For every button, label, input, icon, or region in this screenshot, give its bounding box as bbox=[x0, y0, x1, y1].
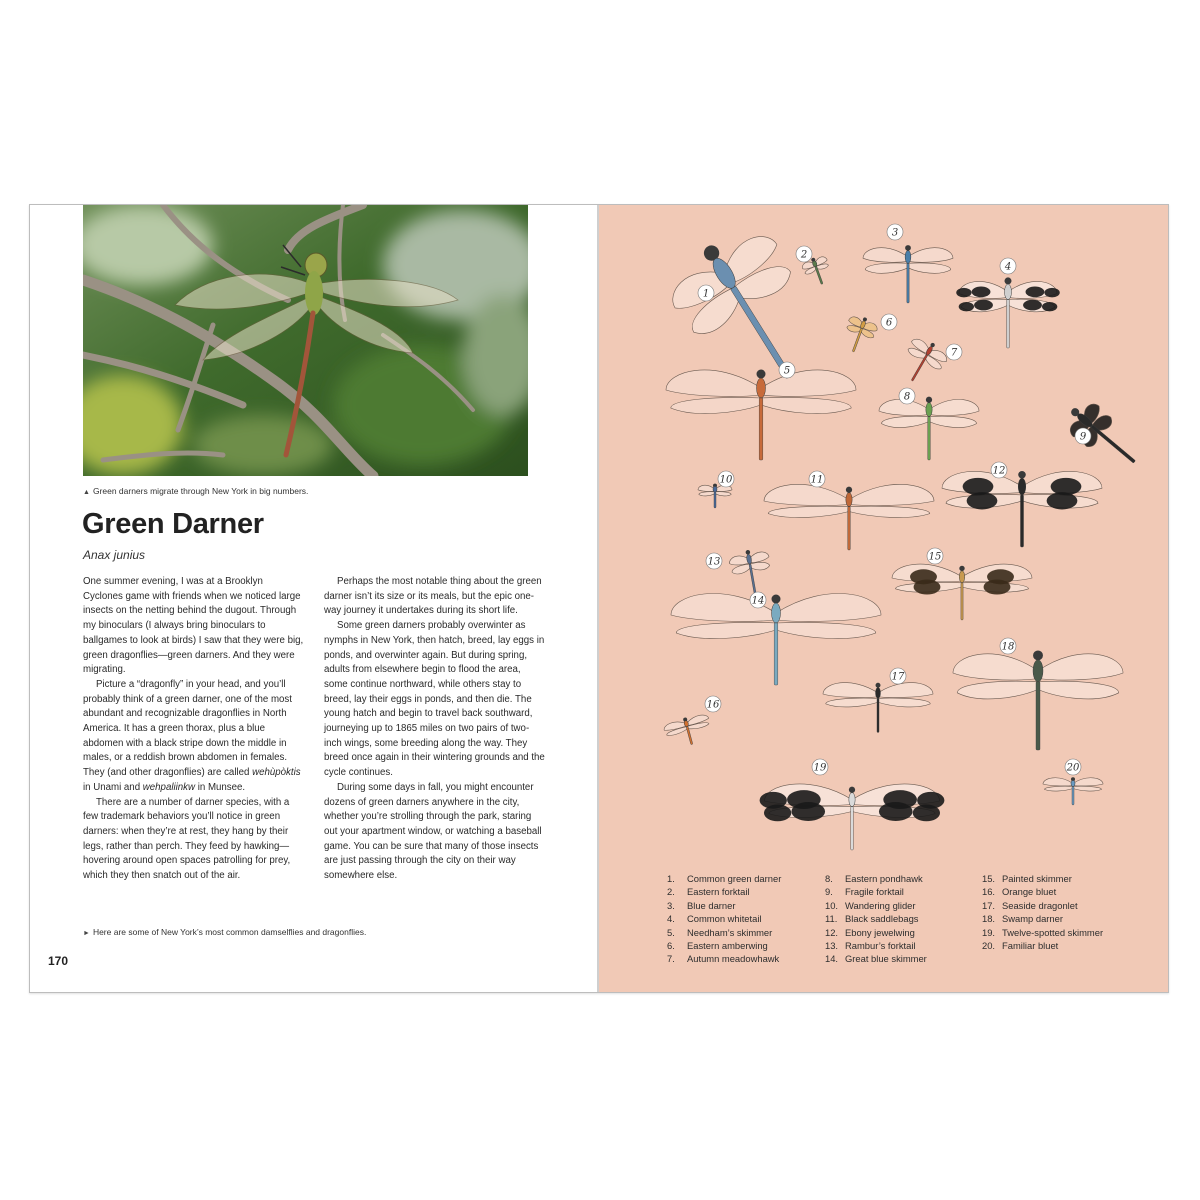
legend-number: 10. bbox=[825, 899, 839, 911]
species-number-label bbox=[698, 285, 714, 301]
svg-text:3: 3 bbox=[891, 227, 899, 239]
species-number-label bbox=[750, 592, 766, 608]
legend-species-name: Black saddlebags bbox=[845, 913, 919, 925]
species-number-label bbox=[991, 462, 1007, 478]
dragonfly-illustration bbox=[953, 650, 1123, 750]
legend-number: 9. bbox=[825, 886, 833, 898]
legend-item bbox=[982, 939, 1103, 952]
legend-number: 19. bbox=[982, 926, 996, 938]
svg-text:7: 7 bbox=[950, 347, 958, 359]
legend-item bbox=[667, 872, 781, 885]
species-number-label bbox=[706, 553, 722, 569]
legend-item bbox=[982, 912, 1103, 925]
svg-text:18: 18 bbox=[1001, 641, 1015, 653]
legend-number: 6. bbox=[667, 940, 675, 952]
species-number-label bbox=[887, 224, 903, 240]
svg-text:20: 20 bbox=[1066, 762, 1080, 774]
legend-number: 4. bbox=[667, 913, 675, 925]
dragonfly-illustration bbox=[942, 471, 1102, 547]
species-number-label bbox=[809, 471, 825, 487]
dragonfly-illustration bbox=[863, 245, 953, 303]
legend-species-name: Eastern amberwing bbox=[687, 940, 768, 952]
legend-species-name: Familiar bluet bbox=[1002, 940, 1059, 952]
legend-species-name: Rambur’s forktail bbox=[845, 940, 916, 952]
svg-text:12: 12 bbox=[992, 465, 1006, 477]
legend-species-name: Twelve-spotted skimmer bbox=[1002, 926, 1104, 938]
legend-species-name: Seaside dragonlet bbox=[1002, 899, 1078, 911]
legend-number: 11. bbox=[825, 913, 838, 925]
body-column-2 bbox=[324, 575, 546, 884]
legend-item bbox=[982, 885, 1103, 898]
legend-species-name: Swamp darner bbox=[1002, 913, 1063, 925]
legend-species-name: Eastern forktail bbox=[687, 886, 750, 898]
species-number-label bbox=[779, 362, 795, 378]
legend-item bbox=[982, 899, 1103, 912]
dragonfly-illustration bbox=[1059, 394, 1147, 477]
legend-species-name: Wandering glider bbox=[845, 899, 916, 911]
legend-item bbox=[982, 872, 1103, 885]
book-spread bbox=[29, 204, 1169, 993]
dragonfly-illustration bbox=[895, 333, 951, 391]
species-number-label bbox=[946, 344, 962, 360]
photo-caption bbox=[83, 486, 308, 496]
dragonfly-illustration bbox=[671, 594, 881, 685]
svg-text:13: 13 bbox=[707, 556, 721, 568]
paragraph: There are a number of darner species, with a few trademark behaviors you’ll notice in green darners: when they’re at rest, they hang by their legs, rather than perch. They feed by hawking—hovering around open spaces patrolling for prey, which they then snatch out of the air. bbox=[83, 796, 291, 882]
svg-text:5: 5 bbox=[783, 365, 791, 377]
svg-text:17: 17 bbox=[891, 671, 905, 683]
paragraph: Some green darners probably overwinter as nymphs in New York, then hatch, breed, lay eggs in ponds, and overwinter again. But during spring, adults from elsewhere begin to flood the area, some continue northward, while others stay to breed, lay their eggs in ponds, and then die. The young hatch and begin to travel back southward, journeying up to 1865 miles on two pairs of two-inch wings, some breeding along the way. They breed once again in their wintering grounds and the cycle continues. bbox=[324, 620, 545, 779]
legend-item bbox=[667, 939, 781, 952]
species-legend-column-2 bbox=[825, 872, 927, 966]
paragraph: Perhaps the most notable thing about the green darner isn’t its size or its meals, but the epic one-way journey it undertakes during its short life. bbox=[324, 576, 542, 617]
dragonfly-illustration bbox=[698, 484, 732, 508]
dragonfly-illustration bbox=[839, 312, 880, 356]
legend-number: 20. bbox=[982, 940, 996, 952]
legend-number: 13. bbox=[825, 940, 839, 952]
svg-text:19: 19 bbox=[813, 762, 827, 774]
species-number-label bbox=[718, 471, 734, 487]
legend-species-name: Needham’s skimmer bbox=[687, 926, 773, 938]
legend-item bbox=[982, 926, 1103, 939]
dragonfly-illustration-plate bbox=[599, 205, 1168, 870]
legend-number: 5. bbox=[667, 926, 675, 938]
legend-item bbox=[825, 872, 927, 885]
species-number-label bbox=[1000, 258, 1016, 274]
legend-species-name: Great blue skimmer bbox=[845, 953, 927, 965]
svg-text:6: 6 bbox=[885, 317, 893, 329]
legend-species-name: Common whitetail bbox=[687, 913, 762, 925]
left-page bbox=[30, 205, 598, 992]
dragonfly-illustration bbox=[823, 683, 933, 733]
dragonfly-illustration bbox=[662, 712, 714, 751]
species-number-label bbox=[1000, 638, 1016, 654]
legend-number: 3. bbox=[667, 899, 675, 911]
paragraph: One summer evening, I was at a Brooklyn Cyclones game with friends when we noticed large insects on the netting behind the dugout. Through my binoculars (I always bring binoculars to ballgames to look at birds) I saw that they were big, green dragonflies—green darners. And they were migrating. bbox=[83, 576, 304, 676]
paragraph: Picture a “dragonfly” in your head, and you’ll probably think of a green darner, one of the most abundant and recognizable dragonflies in North America. It has a green thorax, plus a blue abdomen with a black stripe down the middle in males, or a reddish brown abdomen in females. They (and other dragonflies) are called wehùpòktis in Unami and wehpaliinkw in Munsee. bbox=[83, 678, 301, 793]
legend-number: 18. bbox=[982, 913, 996, 925]
legend-species-name: Fragile forktail bbox=[845, 886, 904, 898]
dragonfly-illustration bbox=[760, 784, 945, 850]
legend-number: 1. bbox=[667, 873, 675, 884]
legend-number: 16. bbox=[982, 886, 996, 898]
svg-text:16: 16 bbox=[706, 699, 720, 711]
green-darner-photo bbox=[83, 205, 528, 476]
plate-caption bbox=[83, 927, 366, 937]
page-title: Green Darner bbox=[82, 508, 264, 540]
legend-item bbox=[825, 912, 927, 925]
dragonfly-illustration bbox=[1043, 777, 1103, 805]
species-number-label bbox=[705, 696, 721, 712]
species-number-label bbox=[899, 388, 915, 404]
species-number-label bbox=[881, 314, 897, 330]
legend-item bbox=[667, 899, 781, 912]
legend-item bbox=[825, 885, 927, 898]
plate-caption-text: Here are some of New York’s most common damselflies and dragonflies. bbox=[92, 927, 367, 937]
legend-species-name: Autumn meadowhawk bbox=[687, 953, 780, 965]
legend-species-name: Eastern pondhawk bbox=[845, 873, 923, 884]
species-number-label bbox=[927, 548, 943, 564]
legend-item bbox=[825, 899, 927, 912]
dragonfly-illustration bbox=[666, 370, 856, 461]
legend-number: 8. bbox=[825, 873, 833, 884]
legend-species-name: Painted skimmer bbox=[1002, 873, 1072, 884]
species-legend-column-3 bbox=[982, 872, 1103, 952]
paragraph: During some days in fall, you might encounter dozens of green darners anywhere in the city, whether you’re strolling through the park, staring out your apartment window, or watching a baseball game. You can be sure that many of those insects are just passing through the city on their way somewhere else. bbox=[324, 781, 542, 882]
svg-text:4: 4 bbox=[1004, 261, 1012, 273]
caption-up-arrow-icon: ▲ bbox=[83, 489, 90, 496]
dragonfly-illustration bbox=[892, 564, 1032, 620]
legend-species-name: Blue darner bbox=[687, 899, 736, 911]
legend-item bbox=[825, 926, 927, 939]
caption-right-arrow-icon: ► bbox=[83, 930, 90, 937]
legend-number: 7. bbox=[667, 953, 675, 965]
legend-number: 15. bbox=[982, 873, 996, 884]
svg-text:9: 9 bbox=[1079, 431, 1087, 443]
svg-text:1: 1 bbox=[702, 288, 710, 300]
body-column-1 bbox=[83, 575, 305, 884]
legend-number: 17. bbox=[982, 899, 996, 911]
photo-image bbox=[83, 205, 528, 476]
legend-item bbox=[667, 926, 781, 939]
svg-text:15: 15 bbox=[928, 551, 942, 563]
svg-text:10: 10 bbox=[719, 474, 733, 486]
right-page bbox=[599, 205, 1168, 992]
svg-text:14: 14 bbox=[751, 595, 765, 607]
species-legend-column-1 bbox=[667, 872, 781, 966]
photo-caption-text: Green darners migrate through New York in big numbers. bbox=[92, 486, 309, 496]
legend-item bbox=[667, 952, 781, 965]
legend-species-name: Orange bluet bbox=[1002, 886, 1057, 898]
legend-item bbox=[825, 939, 927, 952]
dragonfly-illustration bbox=[764, 484, 934, 550]
legend-number: 2. bbox=[667, 886, 675, 898]
legend-item bbox=[825, 952, 927, 965]
page-number: 170 bbox=[48, 954, 69, 968]
species-number-label bbox=[796, 246, 812, 262]
legend-item bbox=[667, 885, 781, 898]
species-number-label bbox=[1075, 428, 1091, 444]
scientific-name: Anax junius bbox=[83, 548, 146, 562]
svg-text:8: 8 bbox=[903, 391, 911, 403]
legend-species-name: Common green darner bbox=[687, 873, 782, 884]
species-number-label bbox=[812, 759, 828, 775]
legend-item bbox=[667, 912, 781, 925]
species-number-label bbox=[890, 668, 906, 684]
legend-number: 12. bbox=[825, 926, 839, 938]
legend-species-name: Ebony jewelwing bbox=[845, 926, 915, 938]
dragonfly-illustration bbox=[728, 547, 775, 599]
dragonfly-illustration bbox=[879, 397, 979, 460]
svg-text:11: 11 bbox=[810, 474, 824, 486]
svg-text:2: 2 bbox=[800, 249, 808, 261]
legend-number: 14. bbox=[825, 953, 839, 965]
species-number-label bbox=[1065, 759, 1081, 775]
dragonfly-illustration bbox=[956, 277, 1059, 348]
